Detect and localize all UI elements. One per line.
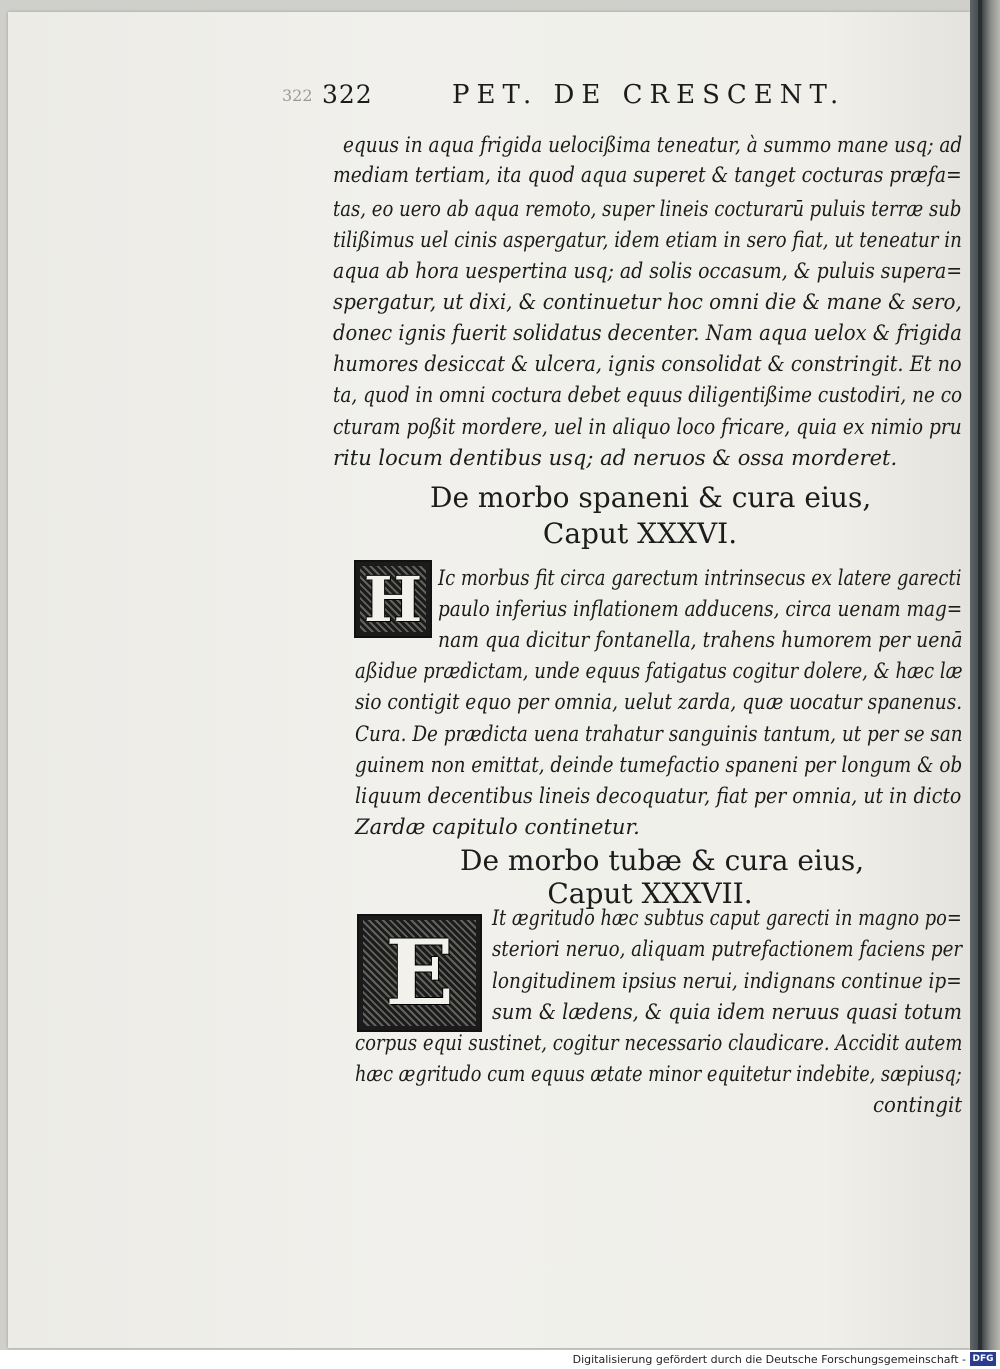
margin-annotation: 322 — [282, 86, 313, 105]
text-line: mediam tertiam, ita quod aqua superet & tanget cocturas præfa= — [333, 163, 962, 187]
text-line: tas, eo uero ab aqua remoto, super lineis cocturarū puluis terræ sub — [333, 197, 962, 221]
text-line: It ægritudo hæc subtus caput garecti in magno po= — [492, 906, 962, 930]
text-line: Zardæ capitulo continetur. — [355, 815, 640, 839]
text-line: aßidue prædictam, unde equus fatigatus cogitur dolere, & hæc læ — [355, 659, 963, 683]
page-header — [282, 80, 982, 120]
running-title: PET. DE CRESCENT. — [452, 80, 846, 110]
initial-letter: H — [363, 562, 423, 636]
text-line: steriori neruo, aliquam putrefactionem faciens per — [492, 937, 963, 961]
dfg-logo-icon: DFG — [970, 1352, 996, 1366]
text-line: equus in aqua frigida uelocißima teneatur, à summo mane usq; ad — [343, 133, 963, 157]
text-line: nam qua dicitur fontanella, trahens humorem per uenā — [438, 628, 963, 652]
catchword: contingit — [873, 1093, 963, 1117]
text-line: donec ignis fuerit solidatus decenter. Nam aqua uelox & frigida — [333, 321, 962, 345]
chapter-heading: De morbo spaneni & cura eius, — [430, 481, 872, 514]
text-line: humores desiccat & ulcera, ignis consolidat & constringit. Et no — [333, 352, 962, 376]
text-line: ta, quod in omni coctura debet equus diligentißime custodiri, ne co — [333, 383, 963, 407]
text-line: Ic morbus fit circa garectum intrinsecus ex latere garecti — [438, 566, 962, 590]
text-line: aqua ab hora uespertina usq; ad solis occasum, & puluis supera= — [333, 259, 963, 283]
text-line: hæc ægritudo cum equus ætate minor equitetur indebite, sæpiusq; — [355, 1062, 962, 1086]
text-line: ritu locum dentibus usq; ad neruos & ossa morderet. — [333, 446, 898, 470]
text-line: sum & lædens, & quia idem neruus quasi totum — [492, 1000, 962, 1024]
decorated-initial — [357, 914, 482, 1032]
decorated-initial — [354, 560, 432, 638]
text-line: longitudinem ipsius nerui, indignans continue ip= — [492, 969, 962, 993]
chapter-heading: De morbo tubæ & cura eius, — [460, 844, 865, 877]
text-line: paulo inferius inflationem adducens, circa uenam mag= — [438, 597, 963, 621]
text-line: Cura. De prædicta uena trahatur sanguinis tantum, ut per se san — [355, 722, 963, 746]
text-line: sio contigit equo per omnia, uelut zarda, quæ uocatur spanenus. — [355, 690, 963, 714]
text-line: spergatur, ut dixi, & continuetur hoc omni die & mane & sero, — [333, 290, 962, 314]
chapter-number: Caput XXXVI. — [542, 517, 738, 550]
text-line: cturam poßit mordere, uel in aliquo loco fricare, quia ex nimio pru — [333, 415, 962, 439]
text-line: corpus equi sustinet, cogitur necessario claudicare. Accidit autem — [355, 1031, 963, 1055]
page-number: 322 — [322, 80, 373, 109]
text-line: tilißimus uel cinis aspergatur, idem etiam in sero fiat, ut teneatur in — [333, 228, 962, 252]
digitization-footer — [0, 1350, 1000, 1369]
text-line: guinem non emittat, deinde tumefactio spaneni per longum & ob — [355, 753, 963, 777]
chapter-number: Caput XXXVII. — [547, 877, 753, 910]
text-line: liquum decentibus lineis decoquatur, fiat per omnia, ut in dicto — [355, 784, 962, 808]
funding-credit: Digitalisierung gefördert durch die Deutsche Forschungsgemeinschaft - — [572, 1353, 966, 1366]
initial-letter: E — [385, 920, 454, 1026]
